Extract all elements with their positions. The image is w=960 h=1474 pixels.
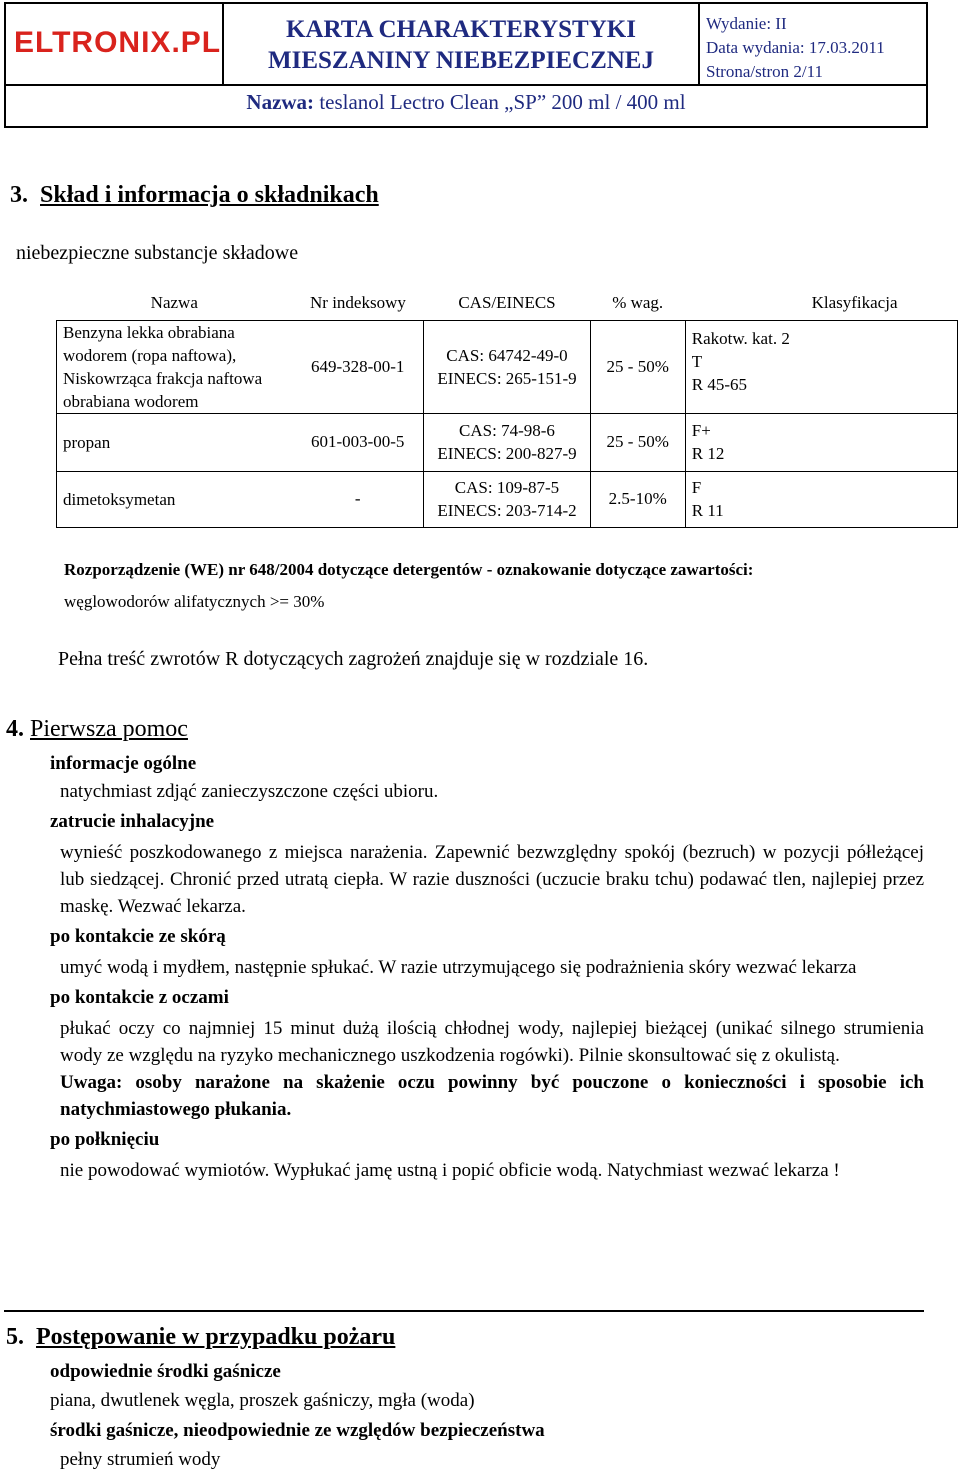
cell-name: propan xyxy=(57,413,293,471)
cell-classification xyxy=(685,471,957,527)
class-line: R 12 xyxy=(691,444,725,463)
section-3-subtitle: niebezpieczne substancje składowe xyxy=(16,242,299,264)
fire-fighting-content xyxy=(50,1358,924,1474)
cell-classification xyxy=(685,320,957,413)
product-name-label: Nazwa: xyxy=(246,90,315,114)
r-phrases-note: Pełna treść zwrotów R dotyczących zagrożeń znajduje się w rozdziale 16. xyxy=(58,648,649,670)
cas-number: CAS: 64742-49-0 xyxy=(446,345,568,365)
cas-number: CAS: 74-98-6 xyxy=(459,421,555,440)
first-aid-heading: zatrucie inhalacyjne xyxy=(50,811,215,832)
section-number: 4. xyxy=(6,716,24,742)
cell-index: - xyxy=(292,471,424,527)
first-aid-text: wynieść poszkodowanego z miejsca narażenia. Zapewnić bezwzględny spokój (bezruch) w pozycji półleżącej lub siedzącej. Chronić przed utratą ciepła. W razie duszności (uczucie braku tchu) podawać tlen, najlepiej przez maskę. Wezwać lekarza. xyxy=(60,842,924,917)
einecs-number: EINECS: 200-827-9 xyxy=(437,444,577,463)
table-header-row xyxy=(57,286,958,320)
page-number: Strona/stron 2/11 xyxy=(706,62,823,81)
fire-text: pełny strumień wody xyxy=(60,1449,221,1470)
header-divider xyxy=(698,4,700,84)
edition: Wydanie: II xyxy=(706,14,787,33)
section-number: 5. xyxy=(6,1324,24,1350)
first-aid-content xyxy=(50,750,924,1184)
einecs-number: EINECS: 203-714-2 xyxy=(437,501,577,520)
section-title: Skład i informacja o składnikach xyxy=(40,182,379,208)
company-logo: ELTRONIX.PL xyxy=(14,26,222,59)
cell-name: dimetoksymetan xyxy=(57,471,293,527)
class-line: R 11 xyxy=(691,501,724,520)
document-meta xyxy=(706,12,885,84)
class-line: T xyxy=(691,351,703,371)
table-row xyxy=(57,413,958,471)
cell-cas xyxy=(424,413,590,471)
fire-heading: środki gaśnicze, nieodpowiednie ze względów bezpieczeństwa xyxy=(50,1420,545,1441)
first-aid-text: nie powodować wymiotów. Wypłukać jamę ustną i popić obficie wodą. Natychmiast wezwać lekarza ! xyxy=(60,1160,840,1181)
cell-weight: 2.5-10% xyxy=(590,471,685,527)
cell-index: 649-328-00-1 xyxy=(292,320,424,413)
cell-weight: 25 - 50% xyxy=(590,413,685,471)
column-header: % wag. xyxy=(612,292,664,312)
name-line: Benzyna lekka obrabiana xyxy=(63,322,235,342)
fire-heading: odpowiednie środki gaśnicze xyxy=(50,1361,281,1382)
class-line: F+ xyxy=(691,421,711,440)
section-3-heading xyxy=(10,182,379,209)
regulation-text: Rozporządzenie (WE) nr 648/2004 dotyczące detergentów - oznakowanie dotyczące zawartości: xyxy=(64,560,754,579)
name-line: Niskowrząca frakcja naftowa xyxy=(63,368,263,388)
product-name-value: teslanol Lectro Clean „SP” 200 ml / 400 ml xyxy=(319,90,686,114)
column-header: Nr indeksowy xyxy=(310,292,406,312)
name-line: obrabiana wodorem xyxy=(63,391,199,411)
table-row xyxy=(57,471,958,527)
hydrocarbons-content: węglowodorów alifatycznych >= 30% xyxy=(64,592,325,611)
einecs-number: EINECS: 265-151-9 xyxy=(437,368,577,388)
class-line: R 45-65 xyxy=(691,374,748,394)
cas-number: CAS: 109-87-5 xyxy=(454,478,560,497)
first-aid-heading: po połknięciu xyxy=(50,1129,160,1150)
first-aid-text: natychmiast zdjąć zanieczyszczone części ubioru. xyxy=(60,781,439,802)
class-line: F xyxy=(691,478,702,497)
section-4-heading xyxy=(6,716,188,743)
class-line: Rakotw. kat. 2 xyxy=(691,328,790,348)
first-aid-warning: Uwaga: osoby narażone na skażenie oczu powinny być pouczone o konieczności i sposobie ich natychmiastowego płukania. xyxy=(60,1072,924,1120)
product-name xyxy=(6,90,926,115)
cell-weight: 25 - 50% xyxy=(590,320,685,413)
cell-name xyxy=(57,320,293,413)
column-header: Nazwa xyxy=(150,292,198,312)
composition-table xyxy=(56,286,958,528)
cell-cas xyxy=(424,320,590,413)
title-line-2: MIESZANINY NIEBEZPIECZNEJ xyxy=(268,47,654,74)
column-header: CAS/EINECS xyxy=(458,292,556,312)
first-aid-text: umyć wodą i mydłem, następnie spłukać. W razie utrzymującego się podrażnienia skóry wezwać lekarza xyxy=(60,957,857,978)
issue-date: Data wydania: 17.03.2011 xyxy=(706,38,885,57)
column-header: Klasyfikacja xyxy=(811,292,898,312)
name-line: wodorem (ropa naftowa), xyxy=(63,345,237,365)
first-aid-heading: po kontakcie z oczami xyxy=(50,987,229,1008)
first-aid-heading: po kontakcie ze skórą xyxy=(50,926,226,947)
document-title xyxy=(224,14,698,76)
title-line-1: KARTA CHARAKTERYSTYKI xyxy=(286,16,636,43)
section-divider xyxy=(4,1310,924,1312)
section-5-heading xyxy=(6,1324,395,1351)
cell-index: 601-003-00-5 xyxy=(292,413,424,471)
table-row xyxy=(57,320,958,413)
cell-cas xyxy=(424,471,590,527)
section-title: Postępowanie w przypadku pożaru xyxy=(36,1324,396,1350)
fire-text: piana, dwutlenek węgla, proszek gaśniczy, mgła (woda) xyxy=(50,1390,475,1411)
document-header xyxy=(4,2,928,128)
cell-classification xyxy=(685,413,957,471)
section-number: 3. xyxy=(10,182,28,208)
first-aid-text: płukać oczy co najmniej 15 minut dużą ilością chłodnej wody, najlepiej bieżącej (unikać silnego strumienia wody ze względu na ryzyko mechanicznego uszkodzenia rogówki). Pilnie skonsultować się z okulistą. xyxy=(60,1018,924,1066)
header-divider xyxy=(6,84,926,86)
section-title: Pierwsza pomoc xyxy=(30,716,188,742)
first-aid-heading: informacje ogólne xyxy=(50,753,197,774)
